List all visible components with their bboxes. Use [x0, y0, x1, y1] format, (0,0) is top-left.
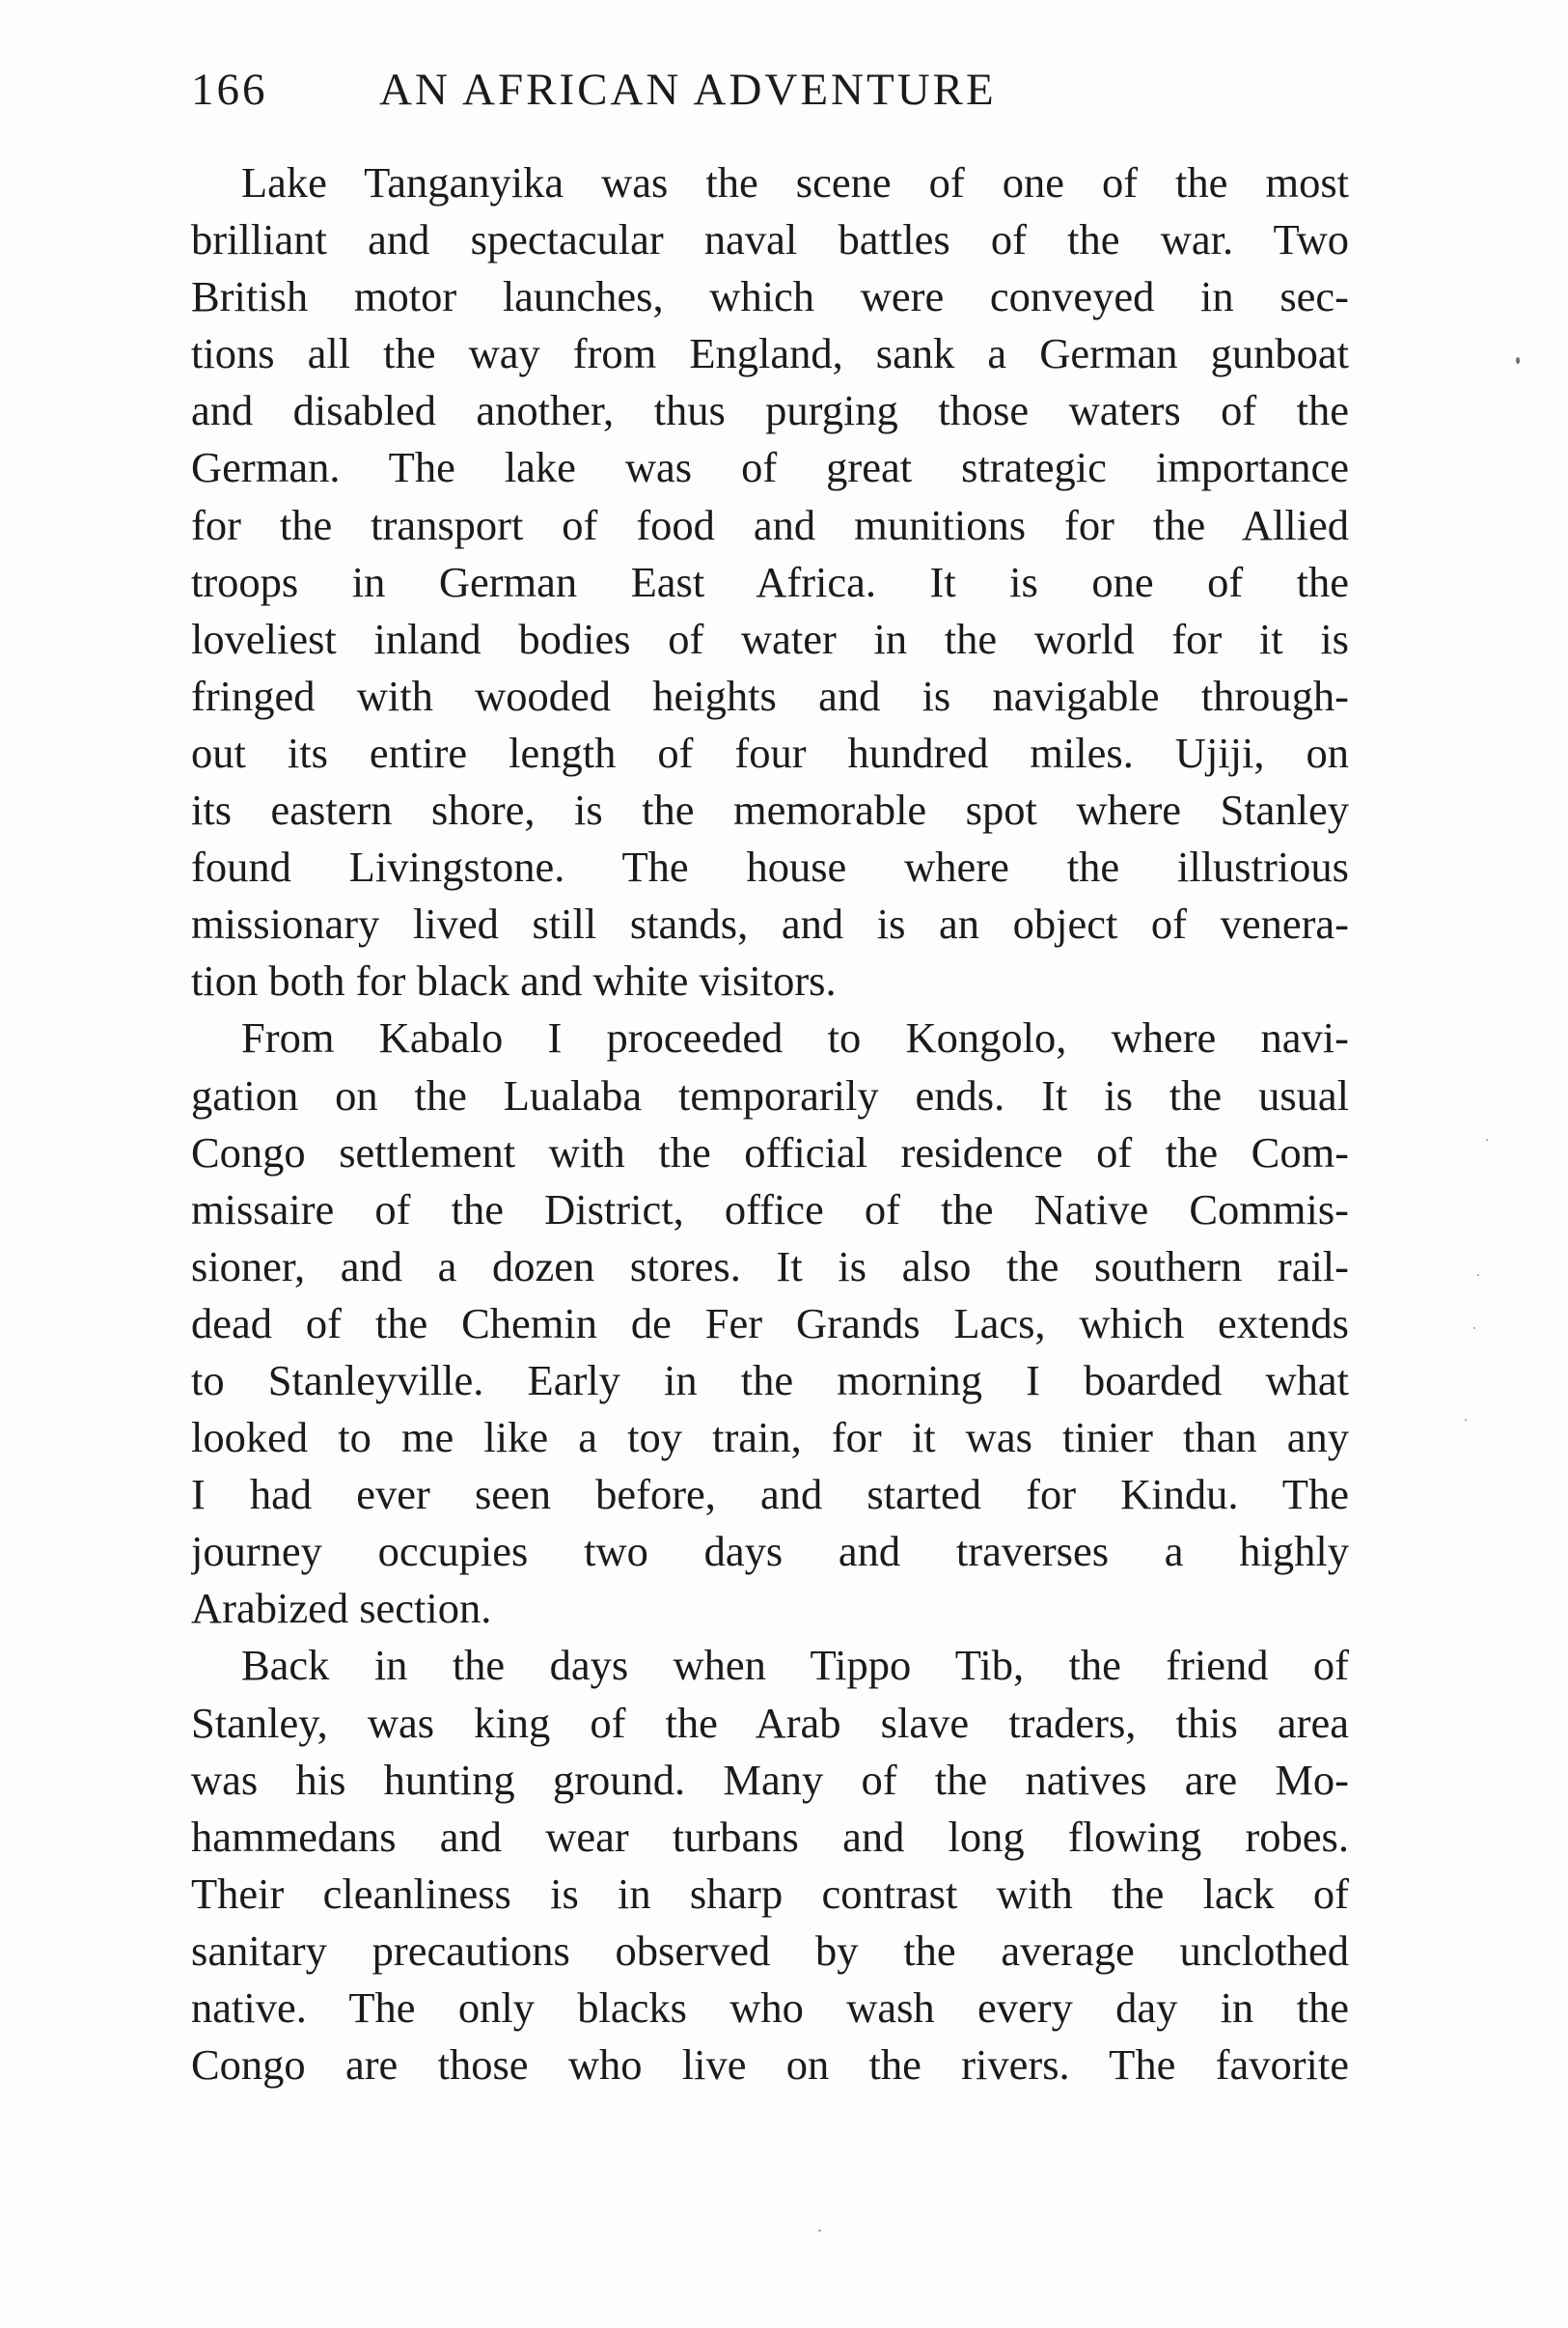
text-line: British motor launches, which were conveyed in sec- — [191, 272, 1349, 321]
text-line: found Livingstone. The house where the illustrious — [191, 843, 1349, 892]
text-line: From Kabalo I proceeded to Kongolo, where navi- — [241, 1013, 1349, 1063]
text-line: loveliest inland bodies of water in the world for it is — [191, 614, 1349, 663]
text-line: and disabled another, thus purging those waters of the — [191, 386, 1349, 435]
text-line: journey occupies two days and traverses a highly — [191, 1527, 1349, 1576]
text-line: Congo are those who live on the rivers. The favorite — [191, 2040, 1349, 2090]
text-line: Their cleanliness is in sharp contrast with the lack of — [191, 1869, 1349, 1918]
paragraph-1 — [191, 154, 1349, 1010]
text-line: tion both for black and white visitors. — [191, 956, 837, 1006]
text-line: German. The lake was of great strategic importance — [191, 443, 1349, 492]
scan-speck — [1477, 1274, 1479, 1276]
scan-speck — [1516, 357, 1520, 364]
text-line: was his hunting ground. Many of the natives are Mo- — [191, 1755, 1349, 1804]
text-line: tions all the way from England, sank a German gunboat — [191, 329, 1349, 378]
paragraph-2 — [191, 1010, 1349, 1637]
text-line: missaire of the District, office of the Native Commis- — [191, 1184, 1349, 1233]
text-line: missionary lived still stands, and is an object of venera- — [191, 900, 1349, 949]
text-line: fringed with wooded heights and is navigable through- — [191, 671, 1349, 720]
text-line: out its entire length of four hundred miles. Ujiji, on — [191, 728, 1349, 777]
text-line: troops in German East Africa. It is one of the — [191, 557, 1349, 606]
text-line: sioner, and a dozen stores. It is also the southern rail- — [191, 1241, 1349, 1290]
text-line: Back in the days when Tippo Tib, the friend of — [241, 1641, 1349, 1690]
text-line: hammedans and wear turbans and long flowing robes. — [191, 1812, 1349, 1861]
page-number: 166 — [191, 65, 268, 115]
text-line: Congo settlement with the official residence of the Com- — [191, 1127, 1349, 1177]
scan-speck — [818, 2230, 821, 2231]
text-line: its eastern shore, is the memorable spot where Stanley — [191, 786, 1349, 835]
text-line: for the transport of food and munitions for the Allied — [191, 500, 1349, 549]
text-line: dead of the Chemin de Fer Grands Lacs, which extends — [191, 1298, 1349, 1347]
text-line: brilliant and spectacular naval battles of the war. Two — [191, 215, 1349, 264]
text-line: Stanley, was king of the Arab slave traders, this area — [191, 1698, 1349, 1747]
text-line: Arabized section. — [191, 1584, 492, 1633]
page-header — [191, 64, 1359, 122]
text-line: gation on the Lualaba temporarily ends. It is the usual — [191, 1070, 1349, 1120]
running-title: AN AFRICAN ADVENTURE — [379, 65, 997, 115]
text-line: I had ever seen before, and started for Kindu. The — [191, 1470, 1349, 1519]
text-line: sanitary precautions observed by the average unclothed — [191, 1926, 1349, 1975]
paragraph-3 — [191, 1637, 1349, 2093]
text-line: to Stanleyville. Early in the morning I boarded what — [191, 1355, 1349, 1404]
scan-speck — [1473, 1327, 1475, 1329]
text-line: Lake Tanganyika was the scene of one of the most — [241, 158, 1349, 207]
scan-speck — [1465, 1419, 1467, 1421]
text-line: native. The only blacks who wash every day in the — [191, 1983, 1349, 2032]
text-line: looked to me like a toy train, for it was tinier than any — [191, 1413, 1349, 1462]
body-text — [191, 154, 1349, 2093]
scan-speck — [1486, 1139, 1488, 1141]
